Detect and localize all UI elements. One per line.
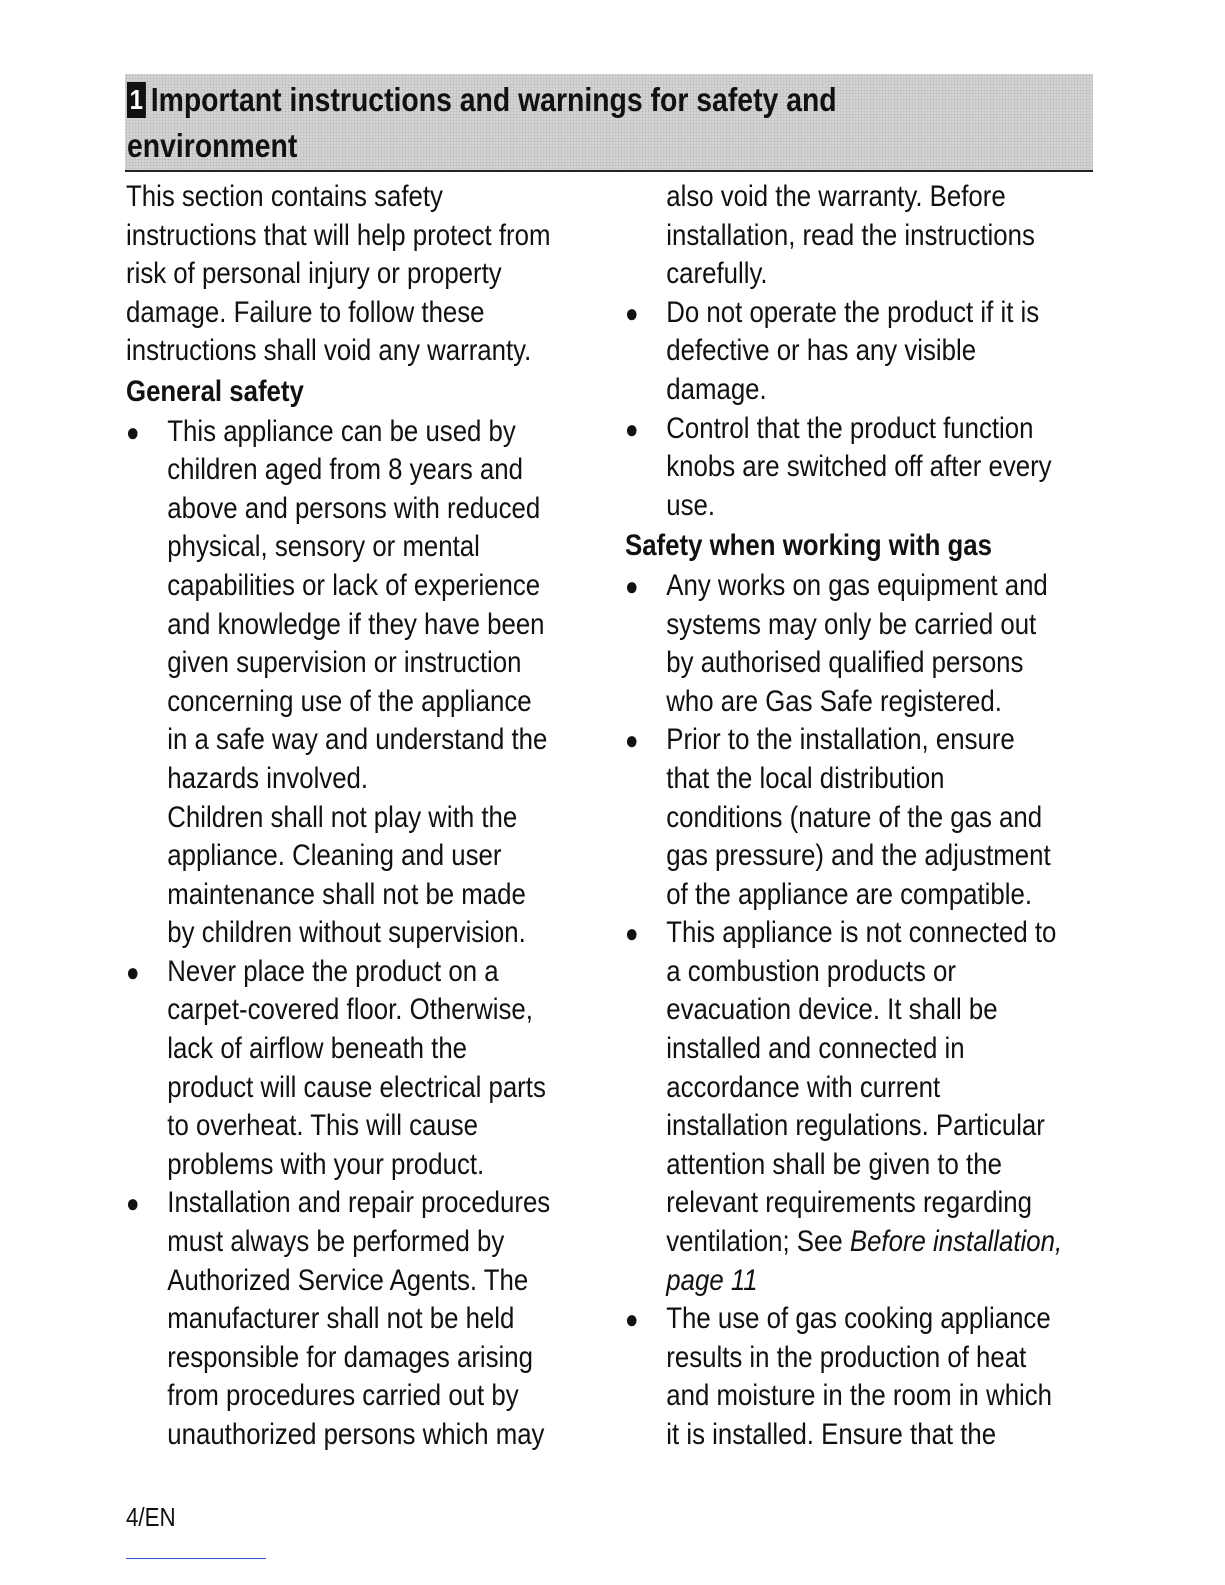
text-line: damage. [666, 372, 767, 406]
continuation-text [625, 178, 1072, 294]
text-line: Control that the product function [666, 411, 1034, 445]
text-line: capabilities or lack of experience [167, 568, 541, 602]
text-line: installation, read the instructions [666, 218, 1035, 252]
text-line: evacuation device. It shall be [666, 993, 998, 1027]
bullet-icon: ● [625, 297, 639, 328]
text-line [666, 1262, 1072, 1301]
page-number: 4/EN [126, 1502, 176, 1532]
text-line: unauthorized persons which may [167, 1418, 545, 1451]
text-line: attention shall be given to the [666, 1147, 1002, 1181]
list-item [625, 294, 1072, 410]
text-line: The use of gas cooking appliance [666, 1302, 1051, 1336]
text-line: appliance. Cleaning and user [167, 839, 502, 873]
gas-safety-list [625, 567, 1072, 1455]
text-line: use. [666, 488, 716, 522]
section-header [125, 74, 1093, 172]
text-line: and knowledge if they have been [167, 607, 545, 641]
text-line: damage. Failure to follow these [126, 295, 485, 329]
text-line: Installation and repair procedures [167, 1186, 551, 1220]
text-line: Never place the product on a [167, 954, 499, 988]
text-line: from procedures carried out by [167, 1379, 519, 1413]
general-safety-list [126, 413, 556, 1455]
text-line: Do not operate the product if it is [666, 295, 1040, 329]
cross-reference-page[interactable]: page 11 [666, 1263, 758, 1297]
list-item [126, 413, 556, 953]
text-line: installed and connected in [666, 1032, 965, 1066]
text-line: Any works on gas equipment and [666, 568, 1048, 602]
text-line: systems may only be carried out [666, 607, 1037, 641]
text-line: conditions (nature of the gas and [666, 800, 1043, 834]
text-line: defective or has any visible [666, 334, 977, 368]
text-line: physical, sensory or mental [167, 530, 480, 564]
text-line: children aged from 8 years and [167, 453, 523, 487]
list-item [625, 410, 1072, 526]
section-title-text: Important instructions and warnings for safety and environment [127, 81, 837, 164]
bullet-icon: ● [126, 416, 140, 447]
text-line: risk of personal injury or property [126, 257, 502, 291]
text-line: above and persons with reduced [167, 491, 541, 525]
text-line: installation regulations. Particular [666, 1109, 1045, 1143]
text-line: product will cause electrical parts [167, 1070, 546, 1104]
text-line: in a safe way and understand the [167, 723, 548, 757]
text-line: and moisture in the room in which [666, 1379, 1053, 1413]
text-line: accordance with current [666, 1070, 941, 1104]
text-line: manufacturer shall not be held [167, 1302, 515, 1336]
bullet-icon: ● [126, 956, 140, 987]
text-line: Children shall not play with the [167, 800, 518, 834]
text-line: lack of airflow beneath the [167, 1032, 468, 1066]
text-line: Authorized Service Agents. The [167, 1263, 529, 1297]
list-item [625, 1300, 1072, 1454]
bullet-icon: ● [625, 570, 639, 601]
bullet-icon: ● [625, 413, 639, 444]
text-line: instructions shall void any warranty. [126, 334, 532, 368]
text-line: maintenance shall not be made [167, 877, 526, 911]
text-line: to overheat. This will cause [167, 1109, 478, 1143]
section-number-badge: 1 [127, 82, 146, 118]
text-line: given supervision or instruction [167, 646, 522, 680]
list-item [126, 1184, 556, 1454]
text-line: by authorised qualified persons [666, 646, 1024, 680]
section-title [127, 77, 867, 169]
text-line: This appliance can be used by [167, 414, 516, 448]
intro-paragraph [126, 178, 556, 412]
bullet-icon: ● [625, 1304, 639, 1335]
bullet-icon: ● [625, 918, 639, 949]
text-line: results in the production of heat [666, 1340, 1027, 1374]
text-line: who are Gas Safe registered. [666, 684, 1002, 718]
list-item [625, 567, 1072, 721]
text-line: hazards involved. [167, 761, 369, 795]
text-line-with-reference [666, 1223, 1072, 1262]
text-line: carefully. [666, 257, 768, 291]
text-line: a combustion products or [666, 954, 956, 988]
text-line: Prior to the installation, ensure [666, 723, 1015, 757]
text-line: must always be performed by [167, 1225, 505, 1259]
heading-general-safety: General safety [126, 374, 304, 408]
text-line: also void the warranty. Before [666, 180, 1006, 213]
list-item [126, 953, 556, 1185]
general-safety-list-continued [625, 294, 1072, 526]
text-line: gas pressure) and the adjustment [666, 839, 1051, 873]
text-line: This appliance is not connected to [666, 916, 1057, 950]
cross-reference-link[interactable]: Before installation, [849, 1225, 1063, 1259]
text-line: knobs are switched off after every [666, 450, 1052, 484]
text-line: instructions that will help protect from [126, 218, 551, 252]
right-column [625, 178, 1145, 1455]
text-line: that the local distribution [666, 761, 945, 795]
heading-gas-safety: Safety when working with gas [625, 529, 993, 563]
bullet-icon: ● [625, 725, 639, 756]
footer-divider [126, 1558, 266, 1559]
text-line: relevant requirements regarding [666, 1186, 1032, 1220]
text-line: by children without supervision. [167, 916, 526, 950]
text-line: of the appliance are compatible. [666, 877, 1033, 911]
text-fragment: ventilation; See [666, 1225, 850, 1259]
list-item [625, 914, 1072, 1300]
text-line: This section contains safety [126, 180, 443, 213]
text-line: carpet-covered floor. Otherwise, [167, 993, 533, 1027]
text-line: it is installed. Ensure that the [666, 1418, 997, 1451]
text-line: concerning use of the appliance [167, 684, 532, 718]
left-column [126, 178, 626, 1455]
text-line: responsible for damages arising [167, 1340, 533, 1374]
list-item [625, 721, 1072, 914]
text-line: problems with your product. [167, 1147, 485, 1181]
bullet-icon: ● [126, 1188, 140, 1219]
